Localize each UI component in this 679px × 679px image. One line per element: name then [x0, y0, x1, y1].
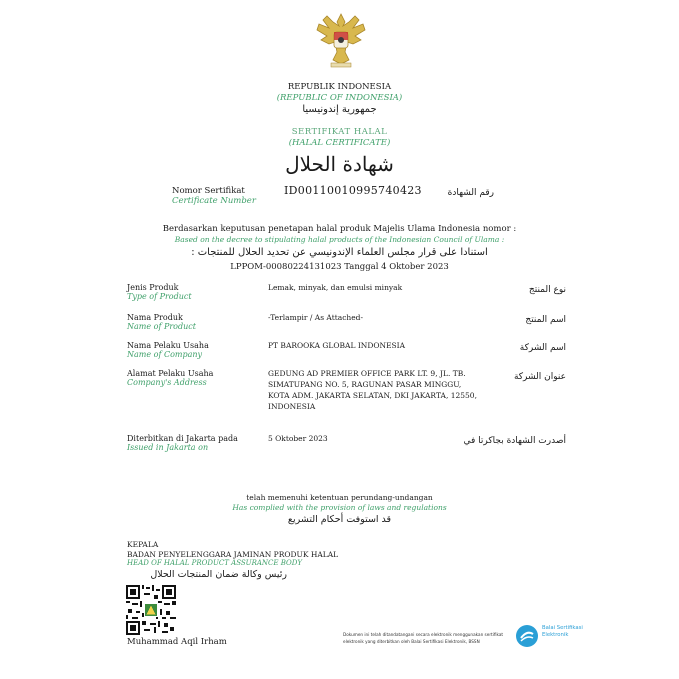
signatory-agency-ar: رئيس وكالة ضمان المنتجات الحلال: [150, 569, 287, 580]
signatory-agency: BADAN PENYELENGGARA JAMINAN PRODUK HALAL: [127, 549, 339, 559]
decree-reference: LPPOM-00080224131023 Tanggal 4 Oktober 2023: [230, 262, 449, 272]
bsre-name: Balai Sertifikasi Elektronik: [542, 625, 583, 638]
field-label-id: Alamat Pelaku Usaha: [127, 369, 214, 378]
certificate-title: SERTIFIKAT HALAL: [291, 127, 388, 137]
field-label-en: Name of Product: [127, 322, 196, 331]
compliance-text: telah memenuhi ketentuan perundang-undangan: [246, 493, 433, 502]
field-value-product-type: Lemak, minyak, dan emulsi minyak: [268, 283, 403, 292]
country-name: REPUBLIK INDONESIA: [287, 82, 392, 92]
signatory-name: Muhammad Aqil Irham: [127, 637, 227, 647]
field-label-id: Nama Pelaku Usaha: [127, 341, 209, 350]
signatory-title: KEPALA: [127, 540, 159, 549]
field-label-ar-company-name: اسم الشركة: [519, 343, 566, 353]
signatory-block: [127, 540, 338, 569]
field-label-en: Issued in Jakarta on: [127, 443, 209, 452]
field-label-ar-product-type: نوع المنتج: [528, 285, 566, 295]
number-label-en: Certificate Number: [172, 196, 256, 206]
compliance-text-ar: قد استوفت أحكام التشريع: [287, 514, 392, 525]
field-label-ar-product-name: اسم المنتج: [525, 315, 566, 325]
field-label-company-address: [127, 369, 213, 387]
field-value-issued: 5 Oktober 2023: [268, 434, 328, 443]
certificate-number-label: [172, 186, 256, 206]
signatory-agency-en: HEAD OF HALAL PRODUCT ASSURANCE BODY: [127, 559, 302, 567]
certificate-number-label-ar: رقم الشهادة: [447, 188, 494, 198]
bsre-logo-icon: [515, 624, 539, 648]
compliance-text-en: Has complied with the provision of laws and regulations: [232, 503, 447, 512]
decree-text: Berdasarkan keputusan penetapan halal produk Majelis Ulama Indonesia nomor :: [162, 224, 517, 234]
certificate-number-value: ID00110010995740423: [284, 184, 422, 197]
field-label-company-name: [127, 341, 209, 359]
field-label-en: Name of Company: [127, 350, 203, 359]
field-label-ar-company-address: عنوان الشركة: [513, 372, 566, 382]
decree-text-ar: استنادا على قرار مجلس العلماء الإندونيسي عن تحديد الحلال للمنتجات :: [191, 247, 488, 258]
field-label-en: Type of Product: [127, 292, 192, 301]
field-label-product-name: [127, 313, 196, 331]
decree-text-en: Based on the decree to stipulating halal products of the Indonesian Council of Ulama :: [174, 235, 505, 244]
certificate-title-ar: شهادة الحلال: [285, 152, 394, 176]
field-label-id: Nama Produk: [127, 313, 183, 322]
field-label-id: Diterbitkan di Jakarta pada: [127, 434, 238, 443]
country-name-en: (REPUBLIC OF INDONESIA): [276, 93, 403, 103]
footer-note: Dokumen ini telah ditandatangani secara elektronik menggunakan sertifikat elektronik yang diterbitkan oleh Balai Sertifikasi Elektronik, BSSN: [343, 632, 504, 644]
field-value-product-name: -Terlampir / As Attached-: [268, 313, 364, 322]
country-name-ar: جمهورية إندونيسيا: [302, 104, 377, 115]
number-label-id: Nomor Sertifikat: [172, 186, 245, 196]
certificate-title-en: (HALAL CERTIFICATE): [288, 138, 391, 148]
field-label-ar-issued: أصدرت الشهادة بجاكرتا في: [463, 436, 566, 446]
field-value-company-name: PT BAROOKA GLOBAL INDONESIA: [268, 341, 406, 350]
field-value-company-address: GEDUNG AD PREMIER OFFICE PARK LT. 9, JL. TB. SIMATUPANG NO. 5, RAGUNAN PASAR MINGGU, KOTA ADM. JAKARTA SELATAN, DKI JAKARTA, 12550, INDONESIA: [268, 369, 477, 411]
qr-code-icon: [126, 585, 176, 635]
field-label-product-type: [127, 283, 192, 301]
field-label-en: Company's Address: [127, 378, 207, 387]
field-label-issued: [127, 434, 238, 452]
garuda-emblem-icon: [309, 8, 373, 72]
field-label-id: Jenis Produk: [127, 283, 179, 292]
